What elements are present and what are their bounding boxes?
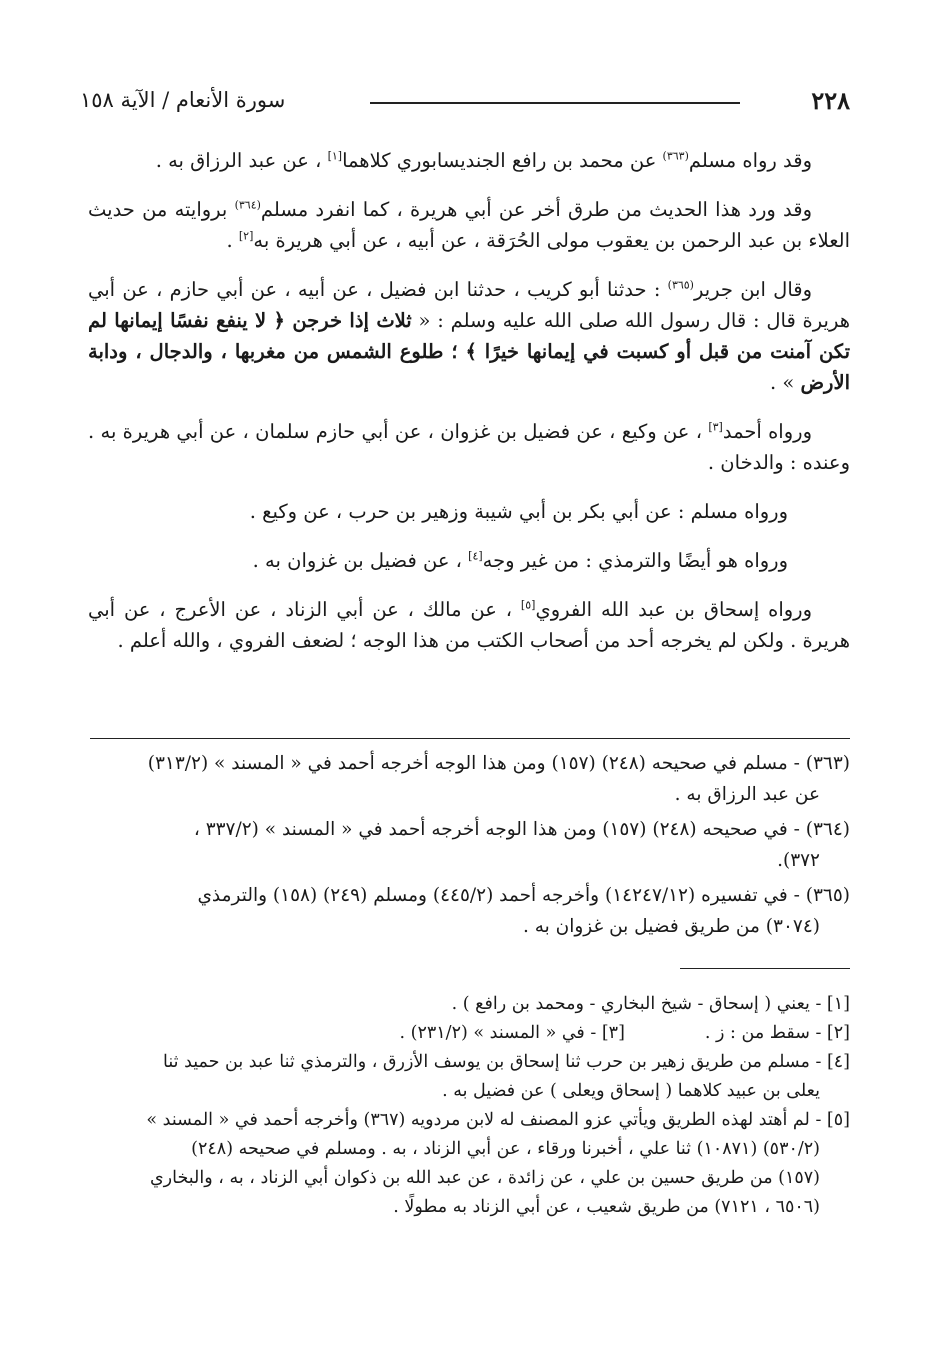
editor-note-4: [٤] - مسلم من طريق زهير بن حرب ثنا إسحاق بن يوسف الأزرق ، والترمذي ثنا عبد بن حميد ثنا يعلى بن عبيد كلاهما ( إسحاق ويعلى ) عن فضيل به . [163, 1052, 850, 1101]
page-header [80, 82, 850, 122]
footnote-ref: [٥] [520, 598, 536, 612]
editor-notes-2-3 [88, 1019, 850, 1048]
footnote-ref: (٣٦٣) [662, 149, 689, 163]
hadith-text: ثلاث إذا خرجن ﴿ لا ينفع نفسًا إيمانها لم تكن آمنت من قبل أو كسبت في إيمانها خيرًا ﴾ ؛ طلوع الشمس من مغربها ، والدجال ، ودابة الأرض [88, 309, 850, 394]
header-rule [370, 102, 740, 104]
footnote-ref: [٤] [468, 549, 483, 563]
footnote-364: (٣٦٤) - في صحيحه (٢٤٨) (١٥٧) ومن هذا الوجه أخرجه أحمد في « المسند » (٣٣٧/٢ ، ٣٧٢). [193, 819, 850, 871]
paragraph-2: وقد ورد هذا الحديث من طرق أخر عن أبي هريرة ، كما انفرد مسلم$^{(٣٦٤)}$ بروايته من حديث العلاء بن عبد الرحمن بن يعقوب مولى الحُرَقة ، عن أبيه ، عن أبي هريرة به[٢] . [88, 198, 850, 252]
footnote-ref: [٢] [238, 229, 254, 243]
main-text [88, 145, 850, 674]
editor-note-3: [٣] - في « المسند » (٢٣١/٢) . [399, 1023, 625, 1043]
footnote-separator [90, 738, 850, 739]
editor-note-5: [٥] - لم أهتد لهذه الطريق ويأتي عزو المصنف له لابن مردويه (٣٦٧) وأخرجه أحمد في « المسند » (٥٣٠/٢) (١٠٨٧١) ثنا علي ، أخبرنا ورقاء ، عن أبي الزناد ، به . ومسلم في صحيحه (٢٤٨) (١٥٧) من طريق حسين بن علي ، عن زائدة ، عن عبد الله بن ذكوان أبي الزناد ، به ، والبخاري (٦٥٠٦ ، ٧١٢١) من طريق شعيب ، عن أبي الزناد به مطولًا . [146, 1110, 850, 1217]
surah-title: سورة الأنعام / الآية ١٥٨ [80, 88, 286, 112]
editor-note-1: [١] - يعني ( إسحاق - شيخ البخاري - ومحمد بن رافع ) . [451, 994, 850, 1014]
editor-footnote-separator [680, 968, 850, 969]
footnote-363: (٣٦٣) - مسلم في صحيحه (٢٤٨) (١٥٧) ومن هذا الوجه أخرجه أحمد في « المسند » (٣١٣/٢) عن عبد الرزاق به . [147, 753, 850, 805]
editor-note-2: [٢] - سقط من : ز . [704, 1023, 850, 1043]
paragraph-3: وقال ابن جرير$^{(٣٦٥)}$ : حدثنا أبو كريب ، حدثنا ابن فضيل ، عن أبيه ، عن أبي حازم ، عن أبي هريرة قال : قال رسول الله صلى الله عليه وسلم : « ثلاث إذا خرجن ﴿ لا ينفع نفسًا إيمانها لم تكن آمنت من قبل أو كسبت في إيمانها خيرًا ﴾ ؛ طلوع الشمس من مغربها ، والدجال ، ودابة الأرض » . [88, 278, 850, 394]
footnote-ref: (٣٦٤) [234, 198, 261, 212]
page-number: ٢٢٨ [811, 86, 850, 115]
footnote-ref: [١] [327, 149, 343, 163]
paragraph-6: ورواه هو أيضًا والترمذي : من غير وجه[٤] ، عن فضيل بن غزوان به . [252, 549, 788, 572]
footnote-365: (٣٦٥) - في تفسيره (١٤٢٤٧/١٢) وأخرجه أحمد (٤٤٥/٢) ومسلم (٢٤٩) (١٥٨) والترمذي (٣٠٧٤) من طريق فضيل بن غزوان به . [197, 885, 850, 937]
editor-footnotes [88, 990, 850, 1222]
paragraph-4: ورواه أحمد[٣] ، عن وكيع ، عن فضيل بن غزوان ، عن أبي حازم سلمان ، عن أبي هريرة به . وعنده : والدخان . [88, 420, 850, 474]
numbered-footnotes [88, 748, 850, 946]
paragraph-7: ورواه إسحاق بن عبد الله الفروي[٥] ، عن مالك ، عن أبي الزناد ، عن الأعرج ، عن أبي هريرة . ولكن لم يخرجه أحد من أصحاب الكتب من هذا الوجه ؛ لضعف الفروي ، والله أعلم . [88, 598, 850, 652]
footnote-ref: (٣٦٥) [667, 278, 694, 292]
paragraph-1: وقد رواه مسلم$^{(٣٦٣)}$ عن محمد بن رافع الجنديسابوري كلاهما[١] ، عن عبد الرزاق به . [155, 149, 812, 172]
paragraph-5: ورواه مسلم : عن أبي بكر بن أبي شيبة وزهير بن حرب ، عن وكيع . [249, 500, 788, 523]
footnote-ref: [٣] [708, 420, 723, 434]
